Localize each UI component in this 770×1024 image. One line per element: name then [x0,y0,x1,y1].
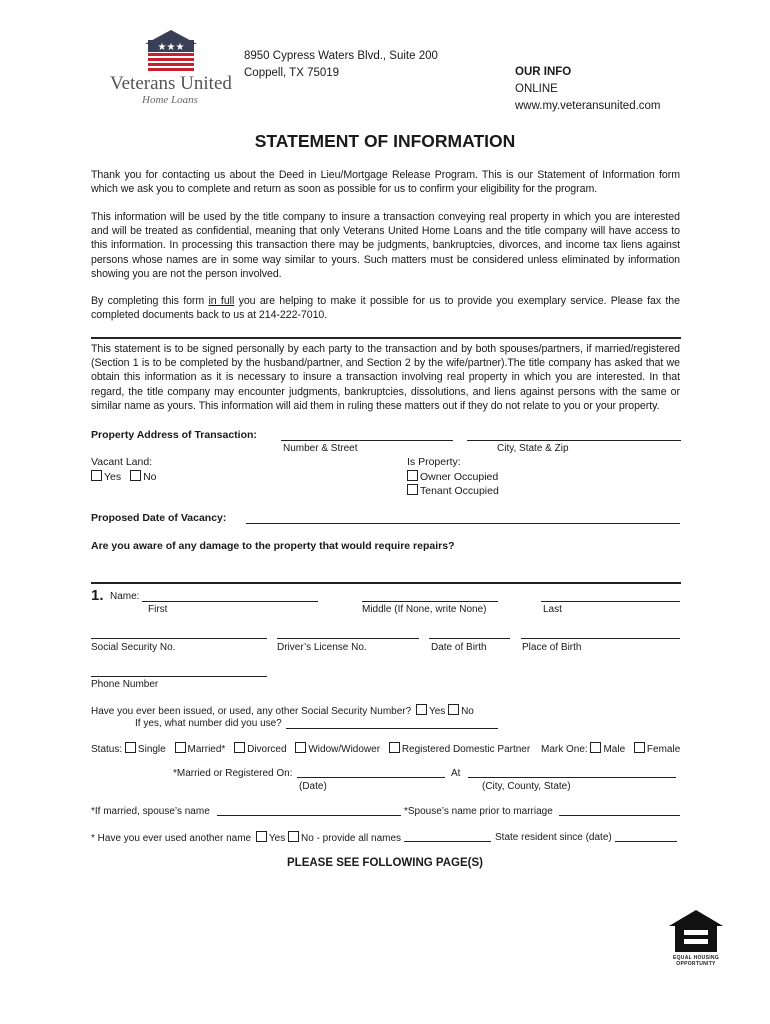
vacant-yes-checkbox[interactable] [91,470,102,481]
status-single-label: Single [137,744,166,755]
street-field[interactable] [281,440,453,441]
house-flag-icon [108,28,248,78]
tenant-occupied-option [407,484,499,498]
pob-caption: Place of Birth [522,642,582,653]
female-checkbox[interactable] [634,742,645,753]
status-divorced-checkbox[interactable] [234,742,245,753]
last-name-field[interactable] [541,601,680,602]
vacant-no-checkbox[interactable] [130,470,141,481]
vacant-land-options [91,470,157,484]
street-caption: Number & Street [283,443,358,454]
is-property-label: Is Property: [407,456,461,468]
status-widow-checkbox[interactable] [295,742,306,753]
damage-answer-field[interactable] [91,582,681,584]
vacant-land-label: Vacant Land: [91,456,153,468]
intro-p3-pre: By completing this form [91,295,209,307]
in-full-text: in full [208,295,235,307]
other-name-yes-checkbox[interactable] [256,831,267,842]
provide-names-label: No - provide all names [301,833,402,844]
other-ssn-row [91,704,474,718]
tenant-occupied-label: Tenant Occupied [420,485,499,497]
dob-field[interactable] [429,638,510,639]
phone-caption: Phone Number [91,679,159,690]
female-label: Female [646,744,681,755]
other-name-question: * Have you ever used another name [91,833,252,844]
status-rdp-checkbox[interactable] [389,742,400,753]
status-widow-label: Widow/Widower [308,744,381,755]
svg-text:★★★: ★★★ [157,42,185,53]
last-caption: Last [543,604,562,615]
other-name-yes-label: Yes [268,833,286,844]
address-line-2: Coppell, TX 75019 [244,67,340,79]
owner-occupied-option [407,470,498,484]
damage-question: Are you aware of any damage to the property that would require repairs? [91,540,455,552]
equal-housing-text: EQUAL HOUSING OPPORTUNITY [672,955,720,967]
status-rdp-label: Registered Domestic Partner [401,744,531,755]
name-label: Name: [110,591,140,602]
date-caption: (Date) [299,781,327,792]
first-name-field[interactable] [142,601,318,602]
intro-paragraph-2: This information will be used by the title company to insure a transaction conveying real property in which you are interested and will be treated as confidential, meaning that only Veterans United Home Loans and the title company will have access to this information. In processing this transaction there may be judgments, bankruptcies, divorces, and income tax liens against persons whose names are in some way similar to yours. Such matters must be considered unless eliminated by information showing you are not the person involved. [91,211,680,280]
married-on-label: *Married or Registered On: [173,768,293,779]
dl-field[interactable] [277,638,419,639]
first-caption: First [148,604,168,615]
middle-caption: Middle (If None, write None) [362,604,487,615]
other-ssn-field[interactable] [286,728,498,729]
equal-housing-logo [667,908,725,966]
status-married-label: Married* [187,744,226,755]
phone-field[interactable] [91,676,267,677]
property-address-label: Property Address of Transaction: [91,429,257,441]
spouse-prior-label: *Spouse’s name prior to marriage [404,806,553,817]
spouse-prior-field[interactable] [559,815,680,816]
intro-p3-post: you are helping to make it possible for us to provide you exemplary service. Please fax the completed documents back to us at 214-222-7010. [91,295,680,322]
brand-name: Veterans United [110,73,232,94]
vacant-no-label: No [143,471,157,483]
status-divorced-label: Divorced [247,744,287,755]
status-label: Status: [91,744,123,755]
other-ssn-question: Have you ever been issued, or used, any other Social Security Number? [91,706,412,717]
owner-occupied-checkbox[interactable] [407,470,418,481]
status-row [91,742,680,756]
info-url[interactable]: www.my.veteransunited.com [515,100,661,112]
other-ssn-yes-label: Yes [428,706,446,717]
state-resident-field[interactable] [615,841,677,842]
married-date-field[interactable] [297,777,445,778]
tenant-occupied-checkbox[interactable] [407,484,418,495]
statement-top-rule [91,337,681,339]
intro-paragraph-1: Thank you for contacting us about the Deed in Lieu/Mortgage Release Program. This is our Statement of Information form which we ask you to complete and return as soon as possible for us to confirm your eligibility for the program. [91,169,680,196]
spouse-name-label: *If married, spouse’s name [91,806,210,817]
other-names-field[interactable] [404,841,491,842]
at-label: At [451,768,461,779]
other-ssn-no-label: No [461,706,474,717]
ssn-field[interactable] [91,638,267,639]
city-field[interactable] [467,440,681,441]
status-married-checkbox[interactable] [175,742,186,753]
info-title: OUR INFO [515,66,572,78]
vacancy-date-field[interactable] [246,523,680,524]
see-following-pages: PLEASE SEE FOLLOWING PAGE(S) [287,857,483,869]
mark-one-label: Mark One: [540,744,588,755]
vacant-yes-label: Yes [104,471,122,483]
info-online: ONLINE [515,83,558,95]
state-resident-label: State resident since (date) [495,832,612,843]
address-line-1: 8950 Cypress Waters Blvd., Suite 200 [244,50,438,62]
other-ssn-what-label: If yes, what number did you use? [135,718,282,729]
city-caption: City, State & Zip [497,443,569,454]
other-name-row [91,831,401,845]
owner-occupied-label: Owner Occupied [420,471,499,483]
company-logo [108,28,248,108]
page-title: STATEMENT OF INFORMATION [254,131,516,151]
other-name-no-checkbox[interactable] [288,831,299,842]
statement-paragraph: This statement is to be signed personally by each party to the transaction and by both spouses/partners, if married/registered (Section 1 is to be completed by the husband/partner, and Section 2 by the wife/partner).The title company has asked that we obtain this information as it is necessary to insure a transaction involving real property in which you are interested. In that regard, the title company may encounter judgments, bankruptcies, dissolutions, and liens against persons with the same or similar name as yours. This information will aid them in ruling these matters out if they do not relate to you or your property. [91,343,680,412]
middle-name-field[interactable] [362,601,498,602]
married-place-field[interactable] [468,777,676,778]
brand-sub: Home Loans [142,94,198,106]
other-ssn-yes-checkbox[interactable] [416,704,427,715]
dob-caption: Date of Birth [431,642,487,653]
vacancy-date-label: Proposed Date of Vacancy: [91,512,227,524]
status-single-checkbox[interactable] [125,742,136,753]
equal-housing-icon [667,908,725,956]
male-checkbox[interactable] [590,742,601,753]
intro-paragraph-3 [91,294,680,322]
spouse-name-field[interactable] [217,815,401,816]
pob-field[interactable] [521,638,680,639]
ssn-caption: Social Security No. [91,642,176,653]
male-label: Male [603,744,626,755]
section-number: 1. [91,587,104,604]
dl-caption: Driver’s License No. [277,642,367,653]
place-caption: (City, County, State) [482,781,571,792]
other-ssn-no-checkbox[interactable] [448,704,459,715]
